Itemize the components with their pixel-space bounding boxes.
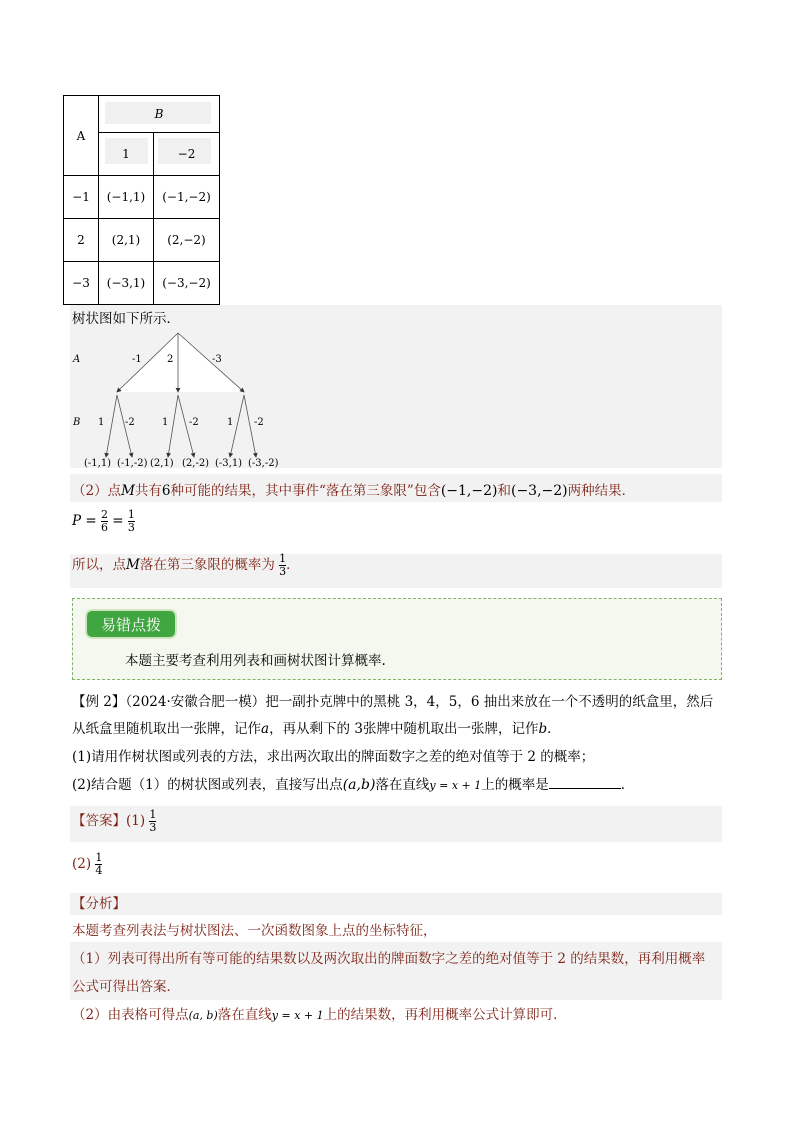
table-cell: (−3,1) (106, 276, 146, 290)
analysis-label: 【分析】 (72, 896, 126, 912)
tree-level-a: A (73, 354, 81, 365)
probability-table (63, 95, 220, 305)
tree-leaf: (-3,-2) (248, 458, 279, 469)
answer-blank (549, 776, 621, 789)
tree-level-b: B (73, 417, 81, 428)
tree-branch-b: 1 (162, 417, 169, 428)
tree-branch-b: 1 (227, 417, 234, 428)
part2-statement: （2）点M共有6种可能的结果，其中事件“落在第三象限”包含(−1,−2)和(−3,−2)两种结果． (72, 483, 636, 499)
part2-conclusion: 所以，点M落在第三象限的概率为 $\frac{1}{3}$ ． (72, 552, 300, 578)
error-tip-text: 本题主要考查利用列表和画树状图计算概率. (125, 653, 386, 669)
example2-line2: 从纸盒里随机取出一张牌，记作a，再从剩下的 3张牌中随机取出一张牌，记作b． (72, 721, 561, 737)
tree-branch-a: 2 (167, 354, 174, 365)
answer-2: (2) $\frac{1}{4}$ (72, 851, 103, 877)
tree-leaf: (2,-2) (182, 458, 210, 469)
error-tip-box (72, 598, 722, 680)
tree-branch-b: -2 (125, 417, 135, 428)
tree-diagram (70, 325, 300, 470)
analysis-line: （1）列表可得出所有等可能的结果数以及两次取出的牌面数字之差的绝对值等于 2 的结果数，再利用概率 (72, 951, 706, 967)
example2-line1: 【例 2】（2024·安徽合肥一模）把一副扑克牌中的黑桃 3，4，5，6 抽出来放在一个不透明的纸盒里，然后 (72, 694, 714, 710)
tree-branch-b: 1 (98, 417, 105, 428)
tree-leaf: (-1,1) (84, 458, 112, 469)
answer-1: 【答案】(1) $\frac{1}{3}$ (72, 808, 157, 834)
probability-equation: P = $\frac{2}{6}$ = $\frac{1}{3}$ (72, 508, 135, 534)
example2-question1: (1)请用作树状图或列表的方法，求出两次取出的牌面数字之差的绝对值等于 2 的概率； (72, 749, 595, 765)
tree-branch-b: -2 (189, 417, 199, 428)
table-header-b: B (154, 107, 164, 121)
table-row-header: 2 (77, 233, 85, 247)
table-col-header: 1 (122, 147, 130, 161)
table-row-header: −1 (72, 190, 90, 204)
table-col-header: −2 (177, 147, 196, 161)
analysis-line: 本题考查列表法与树状图法、一次函数图象上点的坐标特征， (72, 923, 437, 939)
analysis-line: （2）由表格可得点(a, b)落在直线y = x + 1上的结果数，再利用概率公式计算即可． (72, 1007, 567, 1023)
table-cell: (2,1) (111, 233, 141, 247)
tree-leaf: (-3,1) (215, 458, 243, 469)
tree-branch-a: -3 (212, 354, 222, 365)
tree-branch-a: -1 (132, 354, 142, 365)
table-corner-a: A (76, 128, 86, 143)
tree-leaf: (2,1) (150, 458, 174, 469)
table-row-header: −3 (72, 276, 90, 290)
table-cell: (−1,−2) (162, 190, 211, 204)
example2-question2: (2)结合题（1）的树状图或列表，直接写出点(a,b)落在直线y = x + 1上的概率是 ． (72, 777, 635, 793)
table-cell: (2,−2) (167, 233, 206, 247)
analysis-line: 公式可得出答案． (72, 979, 180, 995)
tree-leaf: (-1,-2) (117, 458, 148, 469)
tree-branch-b: -2 (254, 417, 264, 428)
table-cell: (−1,1) (106, 190, 146, 204)
error-tip-badge: 易错点拨 (87, 611, 175, 637)
tree-intro: 树状图如下所示． (72, 311, 180, 327)
table-cell: (−3,−2) (162, 276, 211, 290)
